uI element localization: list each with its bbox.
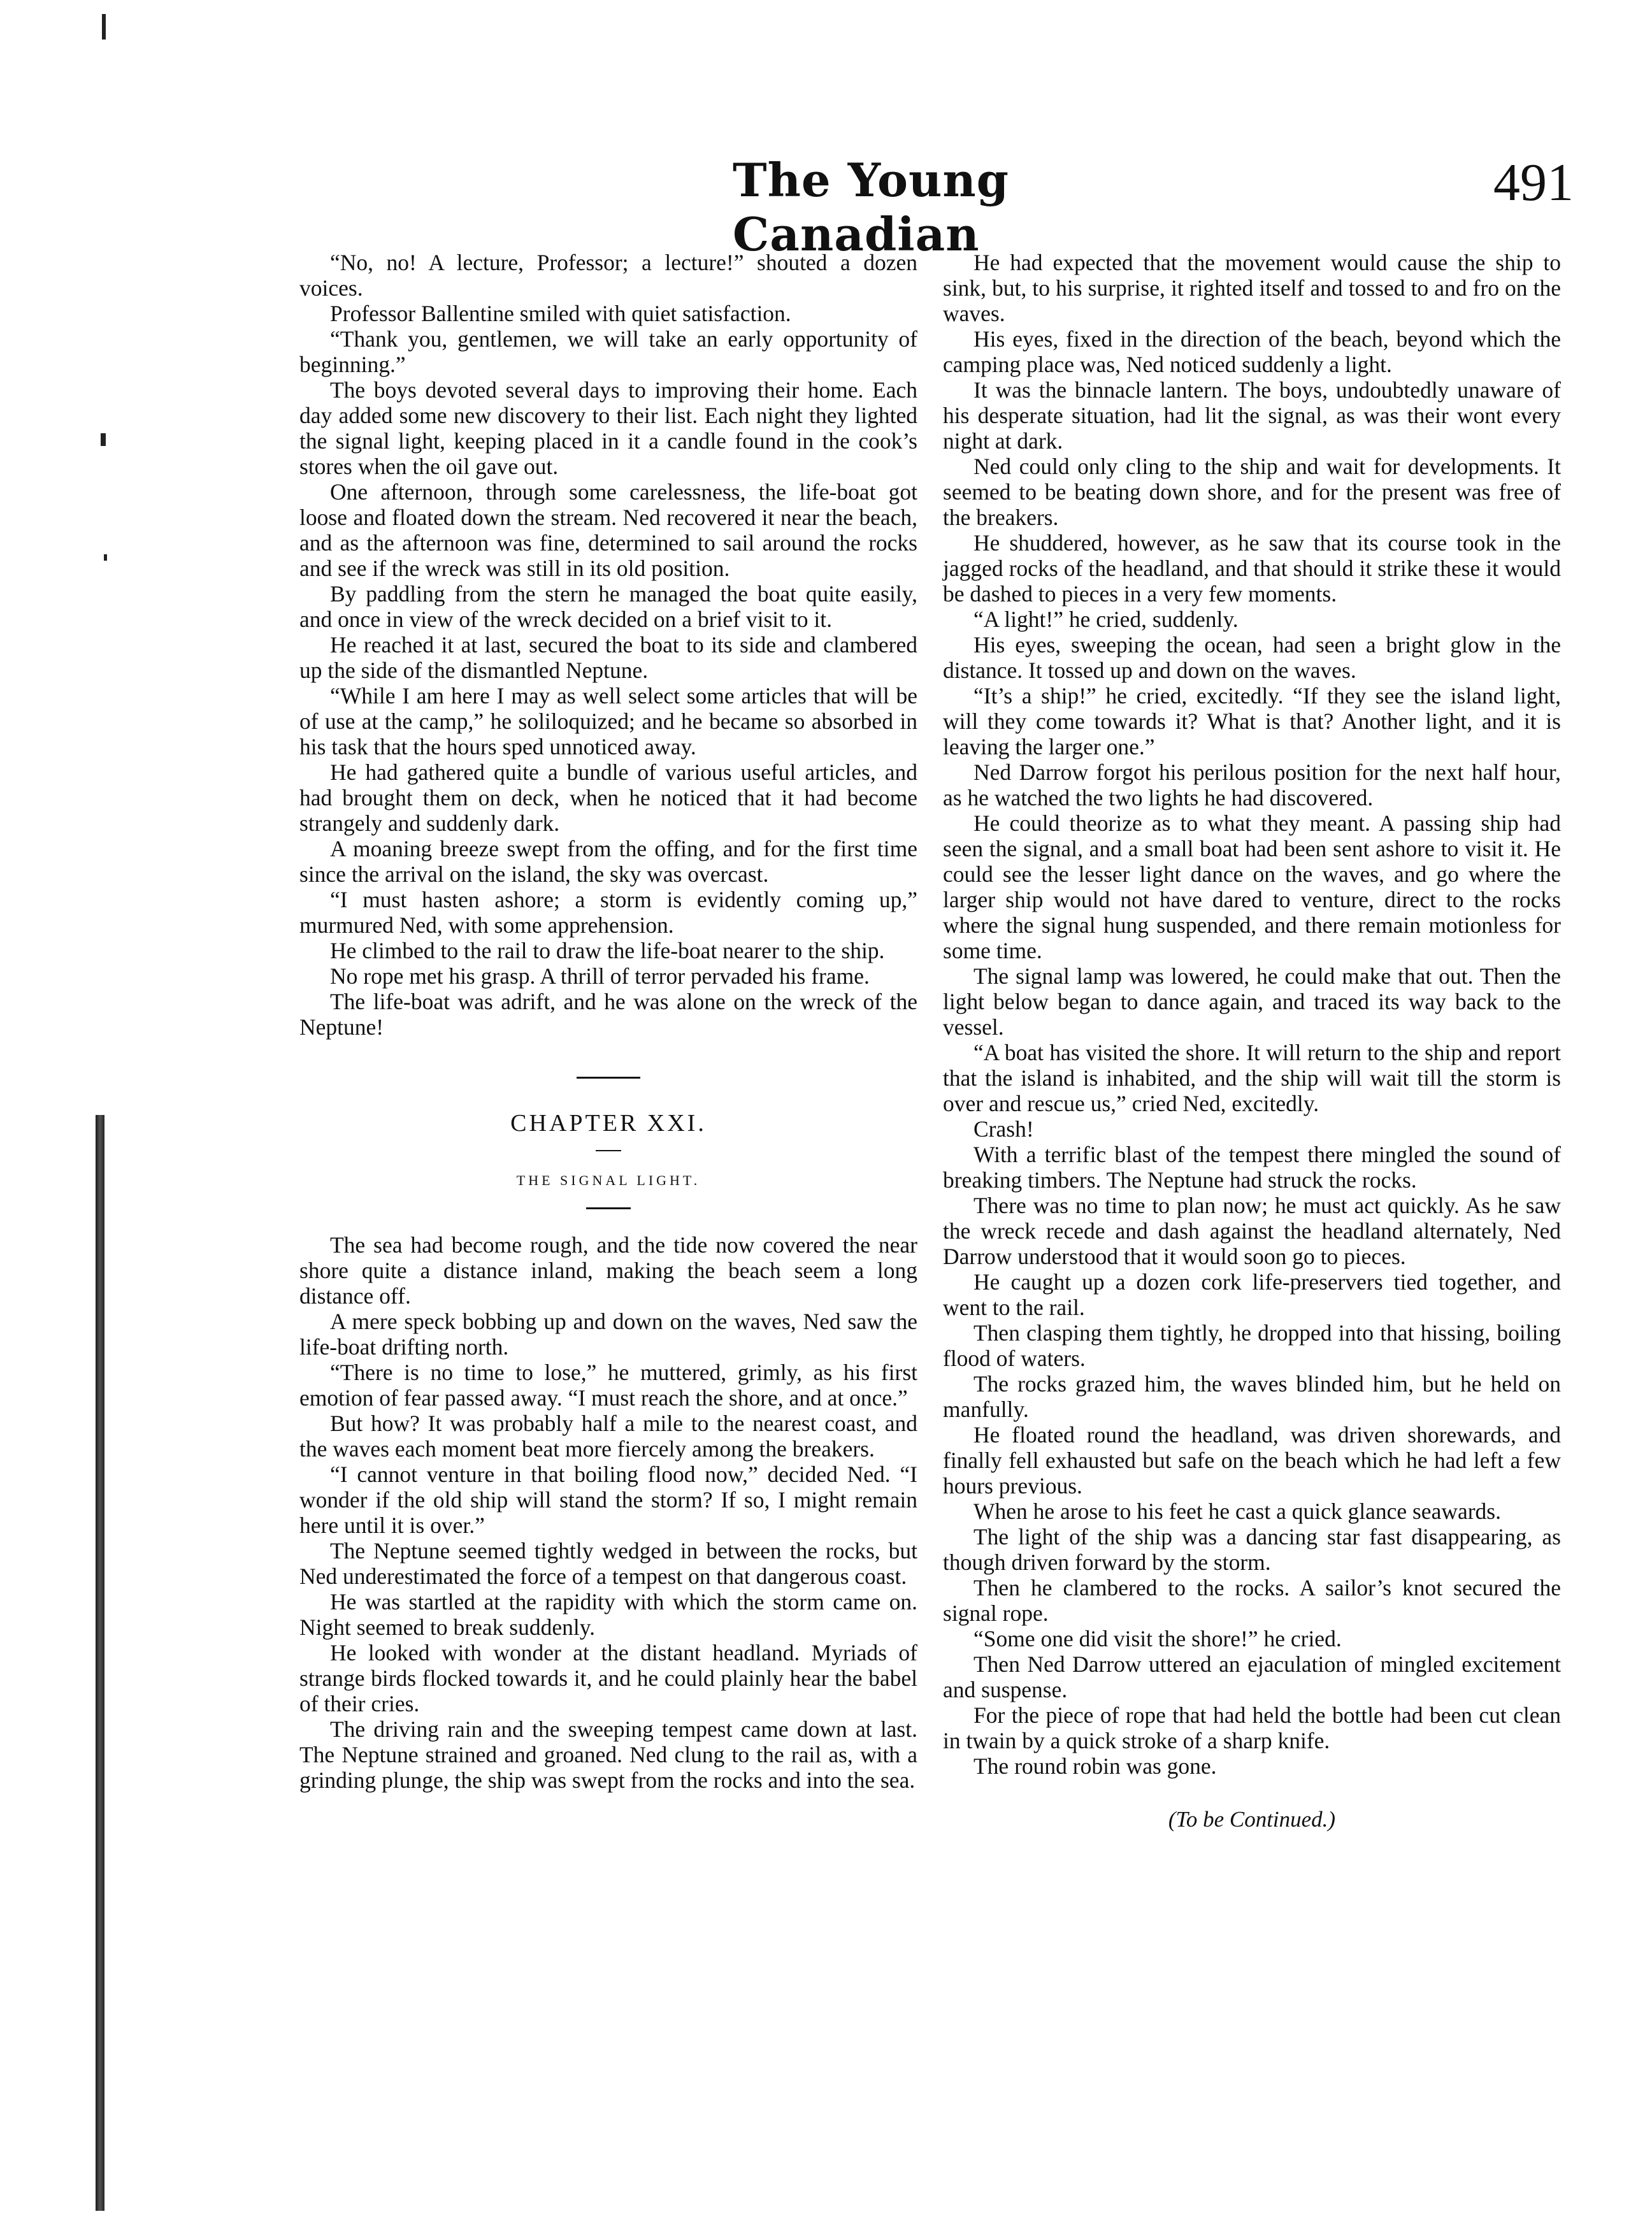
paragraph: The driving rain and the sweeping tempest came down at last. The Neptune strained and groaned. Ned clung to the rail as, with a grinding plunge, the ship was swept from the rocks and into the sea. <box>299 1716 917 1793</box>
scan-mark <box>102 14 106 40</box>
paragraph: One afternoon, through some carelessness, the life-boat got loose and floated down the stream. Ned recovered it near the beach, and as the afternoon was fine, determined to sail around the rocks and see if the wreck was still in its old position. <box>299 479 917 581</box>
paragraph: It was the binnacle lantern. The boys, undoubtedly unaware of his desperate situation, had lit the signal, as was their wont every night at dark. <box>943 377 1561 454</box>
chapter-subtitle: THE SIGNAL LIGHT. <box>516 1172 701 1188</box>
scan-mark <box>104 554 107 561</box>
paragraph: The light of the ship was a dancing star fast disappearing, as though driven forward by the storm. <box>943 1524 1561 1575</box>
paragraph: His eyes, fixed in the direction of the beach, beyond which the camping place was, Ned noticed suddenly a light. <box>943 326 1561 377</box>
to-be-continued: (To be Continued.) <box>1168 1807 1336 1832</box>
paragraph: Professor Ballentine smiled with quiet satisfaction. <box>330 301 791 326</box>
paragraph: When he arose to his feet he cast a quick glance seawards. <box>973 1499 1501 1524</box>
left-column <box>299 250 917 1793</box>
paragraph: “I must hasten ashore; a storm is evidently coming up,” murmured Ned, with some apprehension. <box>299 887 917 938</box>
paragraph: “I cannot venture in that boiling flood now,” decided Ned. “I wonder if the old ship will stand the storm? If so, I might remain here until it is over.” <box>299 1462 917 1538</box>
paragraph: “There is no time to lose,” he muttered, grimly, as his first emotion of fear passed away. “I must reach the shore, and at once.” <box>299 1360 917 1411</box>
paragraph: A mere speck bobbing up and down on the waves, Ned saw the life-boat drifting north. <box>299 1309 917 1360</box>
paragraph: The life-boat was adrift, and he was alone on the wreck of the Neptune! <box>299 989 917 1040</box>
section-divider <box>577 1077 640 1079</box>
chapter-divider <box>596 1150 621 1151</box>
chapter-title: CHAPTER XXI. <box>510 1110 707 1137</box>
paragraph: Crash! <box>973 1116 1034 1142</box>
paragraph: He reached it at last, secured the boat to its side and clambered up the side of the dismantled Neptune. <box>299 632 917 683</box>
paragraph: He was startled at the rapidity with which the storm came on. Night seemed to break suddenly. <box>299 1589 917 1640</box>
paragraph: Ned Darrow forgot his perilous position for the next half hour, as he watched the two lights he had discovered. <box>943 759 1561 810</box>
paragraph: The round robin was gone. <box>973 1753 1217 1779</box>
paragraph: “A light!” he cried, suddenly. <box>973 607 1239 632</box>
paragraph: “A boat has visited the shore. It will return to the ship and report that the island is inhabited, and the ship will wait till the storm is over and rescue us,” cried Ned, excitedly. <box>943 1040 1561 1116</box>
paragraph: He floated round the headland, was driven shorewards, and finally fell exhausted but safe on the beach which he had left a few hours previous. <box>943 1422 1561 1499</box>
paragraph: With a terrific blast of the tempest there mingled the sound of breaking timbers. The Neptune had struck the rocks. <box>943 1142 1561 1193</box>
paragraph: The rocks grazed him, the waves blinded him, but he held on manfully. <box>943 1371 1561 1422</box>
paragraph: His eyes, sweeping the ocean, had seen a bright glow in the distance. It tossed up and down on the waves. <box>943 632 1561 683</box>
paragraph: He caught up a dozen cork life-preservers tied together, and went to the rail. <box>943 1269 1561 1320</box>
scan-mark <box>101 433 106 446</box>
paragraph: Then clasping them tightly, he dropped into that hissing, boiling flood of waters. <box>943 1320 1561 1371</box>
paragraph: He had expected that the movement would cause the ship to sink, but, to his surprise, it righted itself and tossed to and fro on the waves. <box>943 250 1561 326</box>
paragraph: “While I am here I may as well select some articles that will be of use at the camp,” he soliloquized; and he became so absorbed in his task that the hours sped unnoticed away. <box>299 683 917 759</box>
paragraph: “Thank you, gentlemen, we will take an early opportunity of beginning.” <box>299 326 917 377</box>
paragraph: He shuddered, however, as he saw that its course took in the jagged rocks of the headland, and that should it strike these it would be dashed to pieces in a very few moments. <box>943 530 1561 607</box>
paragraph: “Some one did visit the shore!” he cried. <box>973 1626 1342 1651</box>
right-column <box>943 250 1561 1832</box>
page-number: 491 <box>1493 153 1574 212</box>
paragraph: “It’s a ship!” he cried, excitedly. “If they see the island light, will they come towards it? What is that? Another light, and it is leaving the larger one.” <box>943 683 1561 759</box>
page-binding-edge <box>96 1115 104 2211</box>
paragraph: Then he clambered to the rocks. A sailor’s knot secured the signal rope. <box>943 1575 1561 1626</box>
paragraph: There was no time to plan now; he must act quickly. As he saw the wreck recede and dash against the headland alternately, Ned Darrow understood that it would soon go to pieces. <box>943 1193 1561 1269</box>
page-header-title: The Young Canadian <box>733 153 1010 261</box>
paragraph: For the piece of rope that had held the bottle had been cut clean in twain by a quick stroke of a sharp knife. <box>943 1702 1561 1753</box>
paragraph: Then Ned Darrow uttered an ejaculation of mingled excitement and suspense. <box>943 1651 1561 1702</box>
paragraph: But how? It was probably half a mile to the nearest coast, and the waves each moment beat more fiercely among the breakers. <box>299 1411 917 1462</box>
paragraph: He climbed to the rail to draw the life-boat nearer to the ship. <box>330 938 885 963</box>
paragraph: He had gathered quite a bundle of various useful articles, and had brought them on deck, when he noticed that it had become strangely and suddenly dark. <box>299 759 917 836</box>
paragraph: “No, no! A lecture, Professor; a lecture!” shouted a dozen voices. <box>299 250 917 301</box>
paragraph: By paddling from the stern he managed the boat quite easily, and once in view of the wreck decided on a brief visit to it. <box>299 581 917 632</box>
paragraph: A moaning breeze swept from the offing, and for the first time since the arrival on the island, the sky was overcast. <box>299 836 917 887</box>
paragraph: The Neptune seemed tightly wedged in between the rocks, but Ned underestimated the force of a tempest on that dangerous coast. <box>299 1538 917 1589</box>
paragraph: He could theorize as to what they meant. A passing ship had seen the signal, and a small boat had been sent ashore to visit it. He could see the lesser light dance on the waves, and go where the larger ship would not have dared to venture, direct to the rocks where the signal hung suspended, and there remain motionless for some time. <box>943 810 1561 963</box>
paragraph: The signal lamp was lowered, he could make that out. Then the light below began to dance again, and traced its way back to the vessel. <box>943 963 1561 1040</box>
paragraph: The sea had become rough, and the tide now covered the near shore quite a distance inland, making the beach seem a long distance off. <box>299 1232 917 1309</box>
paragraph: He looked with wonder at the distant headland. Myriads of strange birds flocked towards it, and he could plainly hear the babel of their cries. <box>299 1640 917 1716</box>
paragraph: Ned could only cling to the ship and wait for developments. It seemed to be beating down shore, and for the present was free of the breakers. <box>943 454 1561 530</box>
paragraph: The boys devoted several days to improving their home. Each day added some new discovery to their list. Each night they lighted the signal light, keeping placed in it a candle found in the cook’s stores when the oil gave out. <box>299 377 917 479</box>
paragraph: No rope met his grasp. A thrill of terror pervaded his frame. <box>330 963 870 989</box>
subtitle-divider <box>586 1207 631 1209</box>
left-paragraphs <box>299 250 917 1040</box>
chapter-paragraphs <box>299 1232 917 1793</box>
